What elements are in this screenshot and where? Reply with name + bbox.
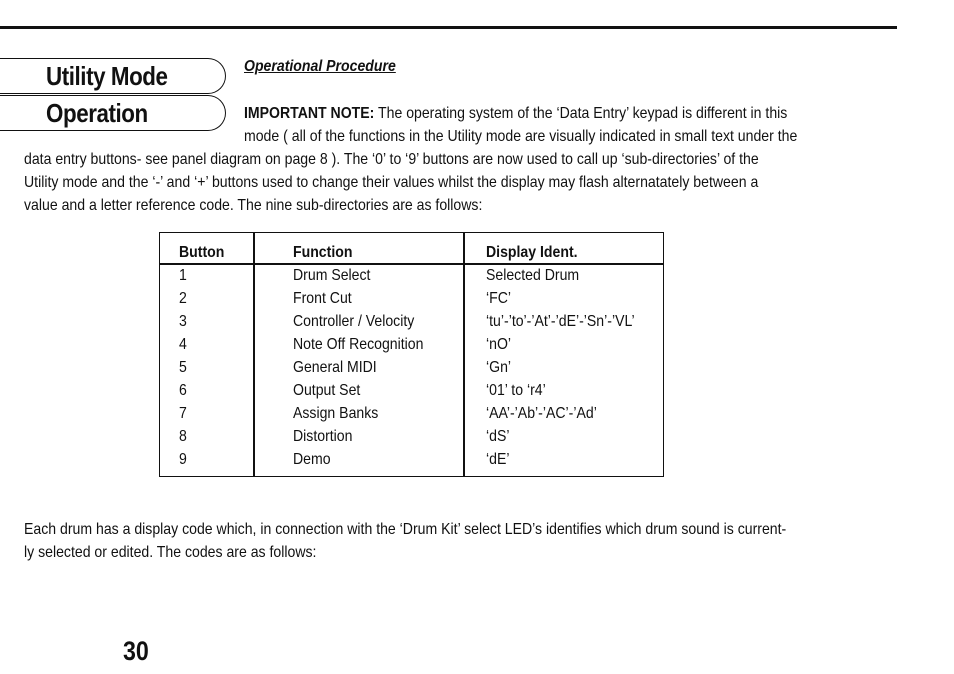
cell-display-ident: ‘AA’-’Ab’-’AC’-’Ad’: [486, 405, 597, 422]
cell-button: 9: [179, 451, 187, 468]
cell-button: 7: [179, 405, 187, 422]
cell-function: Demo: [293, 451, 331, 468]
intro-line: data entry buttons- see panel diagram on page 8 ). The ‘0’ to ‘9’ buttons are now used to call up ‘sub-directories’ of the: [24, 151, 759, 168]
table-header-button: Button: [179, 244, 225, 261]
cell-button: 5: [179, 359, 187, 376]
cell-function: Assign Banks: [293, 405, 379, 422]
cell-function: Controller / Velocity: [293, 313, 415, 330]
sub-directory-table: [159, 232, 664, 477]
cell-display-ident: ‘FC’: [486, 290, 512, 307]
subheading: Operational Procedure: [244, 58, 396, 75]
important-label: IMPORTANT NOTE:: [244, 105, 375, 122]
cell-display-ident: ‘01’ to ‘r4’: [486, 382, 546, 399]
cell-display-ident: ‘tu’-’to’-’At’-’dE’-’Sn’-’VL’: [486, 313, 635, 330]
section-tab-utility-mode: [0, 58, 226, 94]
table-header-display-ident: Display Ident.: [486, 244, 578, 261]
cell-display-ident: ‘nO’: [486, 336, 512, 353]
table-column-divider: [463, 233, 465, 476]
closing-line: ly selected or edited. The codes are as follows:: [24, 544, 317, 561]
page-number: 30: [123, 636, 149, 666]
cell-display-ident: Selected Drum: [486, 267, 580, 284]
intro-line: [244, 102, 787, 125]
table-header-divider: [160, 263, 663, 265]
cell-function: Note Off Recognition: [293, 336, 424, 353]
cell-display-ident: ‘Gn’: [486, 359, 512, 376]
intro-line-text: The operating system of the ‘Data Entry’ keypad is different in this: [374, 105, 788, 122]
section-tab-operation: [0, 95, 226, 131]
cell-button: 1: [179, 267, 187, 284]
closing-line: Each drum has a display code which, in connection with the ‘Drum Kit’ select LED’s identifies which drum sound is current-: [24, 521, 787, 538]
cell-display-ident: ‘dS’: [486, 428, 510, 445]
cell-button: 6: [179, 382, 187, 399]
intro-line: value and a letter reference code. The nine sub-directories are as follows:: [24, 197, 483, 214]
cell-function: Output Set: [293, 382, 361, 399]
section-tab-label: Utility Mode: [46, 61, 168, 91]
table-header-function: Function: [293, 244, 353, 261]
cell-button: 2: [179, 290, 187, 307]
top-rule: [0, 26, 897, 29]
cell-function: Front Cut: [293, 290, 352, 307]
cell-function: Distortion: [293, 428, 353, 445]
section-tab-label: Operation: [46, 98, 148, 128]
table-column-divider: [253, 233, 255, 476]
cell-button: 4: [179, 336, 187, 353]
cell-display-ident: ‘dE’: [486, 451, 510, 468]
intro-line: Utility mode and the ‘-’ and ‘+’ buttons used to change their values whilst the display may flash alternatately between a: [24, 174, 759, 191]
cell-function: Drum Select: [293, 267, 371, 284]
cell-function: General MIDI: [293, 359, 377, 376]
cell-button: 8: [179, 428, 187, 445]
cell-button: 3: [179, 313, 187, 330]
intro-line: mode ( all of the functions in the Utility mode are visually indicated in small text under the: [244, 128, 798, 145]
